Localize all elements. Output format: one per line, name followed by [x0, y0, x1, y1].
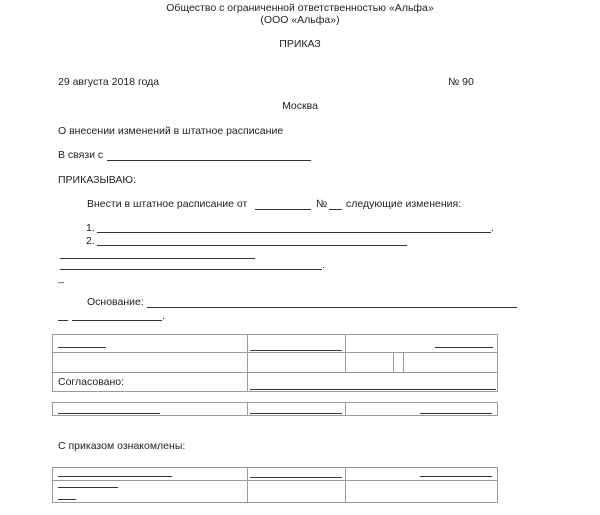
extra-dash: _: [58, 272, 64, 284]
basis-blank-2a: [58, 320, 68, 321]
agreed-blank: [250, 389, 496, 390]
order-number: № 90: [448, 76, 474, 88]
approval-table-col-1: [247, 402, 248, 416]
organization-short-name: (ООО «Альфа»): [260, 14, 340, 26]
item-1-period: .: [491, 222, 494, 234]
change-number-label: №: [316, 198, 328, 210]
approval-table-col-2: [345, 402, 346, 416]
basis-label: Основание:: [87, 296, 144, 308]
item-1-number: 1.: [86, 222, 95, 234]
approval-name-blank: [420, 413, 492, 414]
order-subject: О внесении изменений в штатное расписание: [58, 125, 284, 137]
because-blank: [107, 160, 311, 161]
acquaint-table-col-2: [345, 467, 346, 503]
extra-line-1: [60, 258, 255, 259]
extra-line-2: [60, 269, 322, 270]
signature-table-col-3: [393, 352, 394, 372]
change-prefix: Внести в штатное расписание от: [87, 198, 248, 210]
acquaint-name-blank: [420, 476, 492, 477]
acquaint-table-row-1: [52, 480, 498, 481]
extra-line-period: .: [322, 259, 325, 271]
director-signature-blank: [250, 350, 342, 351]
change-suffix: следующие изменения:: [346, 198, 462, 210]
director-name-blank: [435, 347, 493, 348]
schedule-date-blank: [255, 209, 311, 210]
because-label: В связи с: [58, 149, 104, 161]
acquaint-table: [52, 467, 498, 503]
approval-signature-blank: [250, 413, 342, 414]
schedule-number-blank: [329, 209, 342, 210]
signature-table-row-1: [52, 352, 498, 353]
order-word: ПРИКАЗЫВАЮ:: [58, 174, 136, 186]
item-2-number: 2.: [86, 235, 95, 247]
order-date: 29 августа 2018 года: [58, 76, 160, 88]
approval-position-blank: [58, 413, 160, 414]
acquaint-position-blank: [58, 476, 172, 477]
item-2-blank: [97, 245, 407, 246]
agreed-label: Согласовано:: [58, 376, 125, 388]
organization-name: Общество с ограниченной ответственностью «Альфа»: [166, 2, 434, 14]
signature-table-row-2: [52, 372, 498, 373]
acquaint-extra-blank: [58, 499, 76, 500]
item-1-blank: [97, 232, 491, 233]
director-position-blank: [58, 347, 106, 348]
signature-table-col-1: [247, 334, 248, 392]
signature-table-col-2: [345, 334, 346, 372]
acquaint-signature-blank: [250, 477, 342, 478]
signature-table-col-4: [403, 352, 404, 372]
acquaint-table-col-1: [247, 467, 248, 503]
basis-period: .: [162, 310, 165, 322]
acquaint-date-blank: [58, 487, 118, 488]
acquaint-label: С приказом ознакомлены:: [58, 440, 186, 452]
document-type-title: ПРИКАЗ: [279, 38, 321, 50]
basis-blank: [147, 307, 517, 308]
basis-blank-2b: [72, 320, 162, 321]
order-city: Москва: [282, 100, 318, 112]
